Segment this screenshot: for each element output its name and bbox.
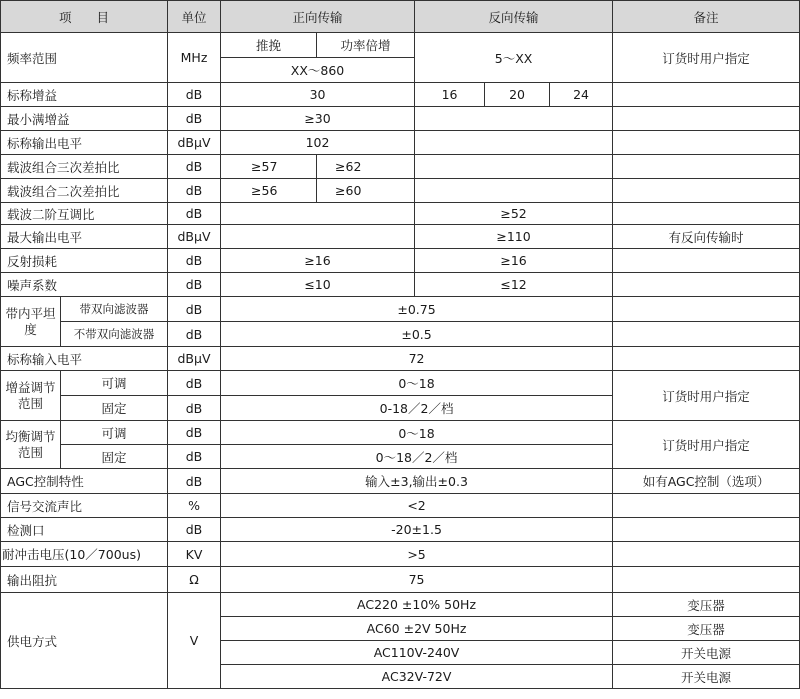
header-reverse: 反向传输 (415, 1, 613, 33)
reverse-value: 20 (485, 83, 550, 107)
table-row (1, 542, 800, 567)
header-remark: 备注 (613, 1, 800, 33)
table-row (1, 593, 800, 617)
table-row (1, 494, 800, 518)
forward-value (221, 203, 415, 225)
remark-cell (613, 131, 800, 155)
remark-cell: 开关电源 (613, 641, 800, 665)
param-name: 载波二阶互调比 (1, 203, 168, 225)
remark-cell: 变压器 (613, 593, 800, 617)
param-name: 噪声系数 (1, 273, 168, 297)
param-name: 标称增益 (1, 83, 168, 107)
table-row (1, 421, 800, 445)
remark-cell: 订货时用户指定 (613, 371, 800, 421)
remark-cell (613, 297, 800, 322)
value-cell: AC220 ±10% 50Hz (221, 593, 613, 617)
table-row (1, 155, 800, 179)
value-cell: <2 (221, 494, 613, 518)
value-cell: ±0.75 (221, 297, 613, 322)
value-cell: 75 (221, 567, 613, 593)
forward-value: 102 (221, 131, 415, 155)
unit-cell: dB (168, 273, 221, 297)
param-name: AGC控制特性 (1, 469, 168, 494)
reverse-value: 16 (415, 83, 485, 107)
push-pull-value: ≥57 (221, 155, 317, 179)
remark-cell: 如有AGC控制（选项） (613, 469, 800, 494)
value-cell: 72 (221, 347, 613, 371)
table-row (1, 225, 800, 249)
forward-value: ≥30 (221, 107, 415, 131)
sub-param-name: 可调 (61, 421, 168, 445)
param-name: 信号交流声比 (1, 494, 168, 518)
reverse-value (415, 155, 613, 179)
remark-cell (613, 179, 800, 203)
unit-cell: dBμV (168, 225, 221, 249)
value-cell: ±0.5 (221, 322, 613, 347)
reverse-value: 24 (550, 83, 613, 107)
table-row (1, 347, 800, 371)
forward-value (221, 225, 415, 249)
param-name: 频率范围 (1, 33, 168, 83)
param-name: 标称输入电平 (1, 347, 168, 371)
sub-param-name: 不带双向滤波器 (61, 322, 168, 347)
reverse-value: ≥52 (415, 203, 613, 225)
unit-cell: dB (168, 469, 221, 494)
unit-cell: % (168, 494, 221, 518)
unit-cell: dB (168, 445, 221, 469)
unit-cell: dB (168, 83, 221, 107)
table-row (1, 83, 800, 107)
remark-cell: 有反向传输时 (613, 225, 800, 249)
reverse-value: ≤12 (415, 273, 613, 297)
param-name: 供电方式 (1, 593, 168, 689)
group-label: 带内平坦度 (1, 297, 61, 347)
param-name: 标称输出电平 (1, 131, 168, 155)
table-row (1, 322, 800, 347)
remark-cell (613, 203, 800, 225)
remark-cell (613, 249, 800, 273)
param-name: 反射损耗 (1, 249, 168, 273)
table-row (1, 518, 800, 542)
value-cell: 0～18／2／档 (221, 445, 613, 469)
param-name: 最小满增益 (1, 107, 168, 131)
param-name: 最大输出电平 (1, 225, 168, 249)
header-forward: 正向传输 (221, 1, 415, 33)
value-cell: >5 (221, 542, 613, 567)
reverse-value (415, 107, 613, 131)
unit-cell: dB (168, 155, 221, 179)
remark-cell (613, 542, 800, 567)
forward-value: ≥16 (221, 249, 415, 273)
table-row (1, 33, 800, 58)
unit-cell: dB (168, 249, 221, 273)
header-row (1, 1, 800, 33)
table-row (1, 469, 800, 494)
group-label: 均衡调节范围 (1, 421, 61, 469)
power-doubling-label: 功率倍增 (317, 33, 415, 58)
table-row (1, 203, 800, 225)
unit-cell: MHz (168, 33, 221, 83)
value-cell: 0～18 (221, 421, 613, 445)
reverse-value: ≥110 (415, 225, 613, 249)
header-unit: 单位 (168, 1, 221, 33)
param-name: 耐冲击电压(10／700us) (1, 542, 168, 567)
reverse-value: ≥16 (415, 249, 613, 273)
reverse-value (415, 131, 613, 155)
value-cell: AC60 ±2V 50Hz (221, 617, 613, 641)
header-item: 项 目 (1, 1, 168, 33)
forward-value: XX～860 (221, 58, 415, 83)
param-name: 输出阻抗 (1, 567, 168, 593)
remark-cell (613, 83, 800, 107)
unit-cell: dB (168, 203, 221, 225)
sub-param-name: 固定 (61, 396, 168, 421)
forward-value: 30 (221, 83, 415, 107)
unit-cell: KV (168, 542, 221, 567)
power-doubling-value: ≥62 (317, 155, 415, 179)
unit-cell: dB (168, 322, 221, 347)
push-pull-value: ≥56 (221, 179, 317, 203)
remark-cell (613, 494, 800, 518)
remark-cell: 订货时用户指定 (613, 421, 800, 469)
remark-cell (613, 155, 800, 179)
table-row (1, 273, 800, 297)
param-name: 载波组合二次差拍比 (1, 179, 168, 203)
value-cell: 输入±3,输出±0.3 (221, 469, 613, 494)
value-cell: AC110V-240V (221, 641, 613, 665)
remark-cell (613, 107, 800, 131)
remark-cell (613, 322, 800, 347)
value-cell: 0～18 (221, 371, 613, 396)
remark-cell (613, 518, 800, 542)
param-name: 检测口 (1, 518, 168, 542)
unit-cell: dB (168, 371, 221, 396)
push-pull-label: 推挽 (221, 33, 317, 58)
remark-cell (613, 567, 800, 593)
value-cell: 0-18／2／档 (221, 396, 613, 421)
param-name: 载波组合三次差拍比 (1, 155, 168, 179)
forward-value: ≤10 (221, 273, 415, 297)
unit-cell: dB (168, 518, 221, 542)
unit-cell: dBμV (168, 347, 221, 371)
unit-cell: dB (168, 179, 221, 203)
table-row (1, 131, 800, 155)
table-row (1, 371, 800, 396)
remark-cell: 订货时用户指定 (613, 33, 800, 83)
unit-cell: dB (168, 396, 221, 421)
sub-param-name: 可调 (61, 371, 168, 396)
unit-cell: V (168, 593, 221, 689)
unit-cell: dB (168, 421, 221, 445)
sub-param-name: 固定 (61, 445, 168, 469)
reverse-value (415, 179, 613, 203)
unit-cell: dB (168, 107, 221, 131)
table-row (1, 249, 800, 273)
value-cell: AC32V-72V (221, 665, 613, 689)
table-row (1, 179, 800, 203)
unit-cell: dBμV (168, 131, 221, 155)
remark-cell: 开关电源 (613, 665, 800, 689)
unit-cell: dB (168, 297, 221, 322)
table-row (1, 297, 800, 322)
remark-cell (613, 347, 800, 371)
sub-param-name: 带双向滤波器 (61, 297, 168, 322)
remark-cell (613, 273, 800, 297)
reverse-value: 5～XX (415, 33, 613, 83)
power-doubling-value: ≥60 (317, 179, 415, 203)
table-row (1, 107, 800, 131)
group-label: 增益调节范围 (1, 371, 61, 421)
table-row (1, 567, 800, 593)
remark-cell: 变压器 (613, 617, 800, 641)
value-cell: -20±1.5 (221, 518, 613, 542)
unit-cell: Ω (168, 567, 221, 593)
